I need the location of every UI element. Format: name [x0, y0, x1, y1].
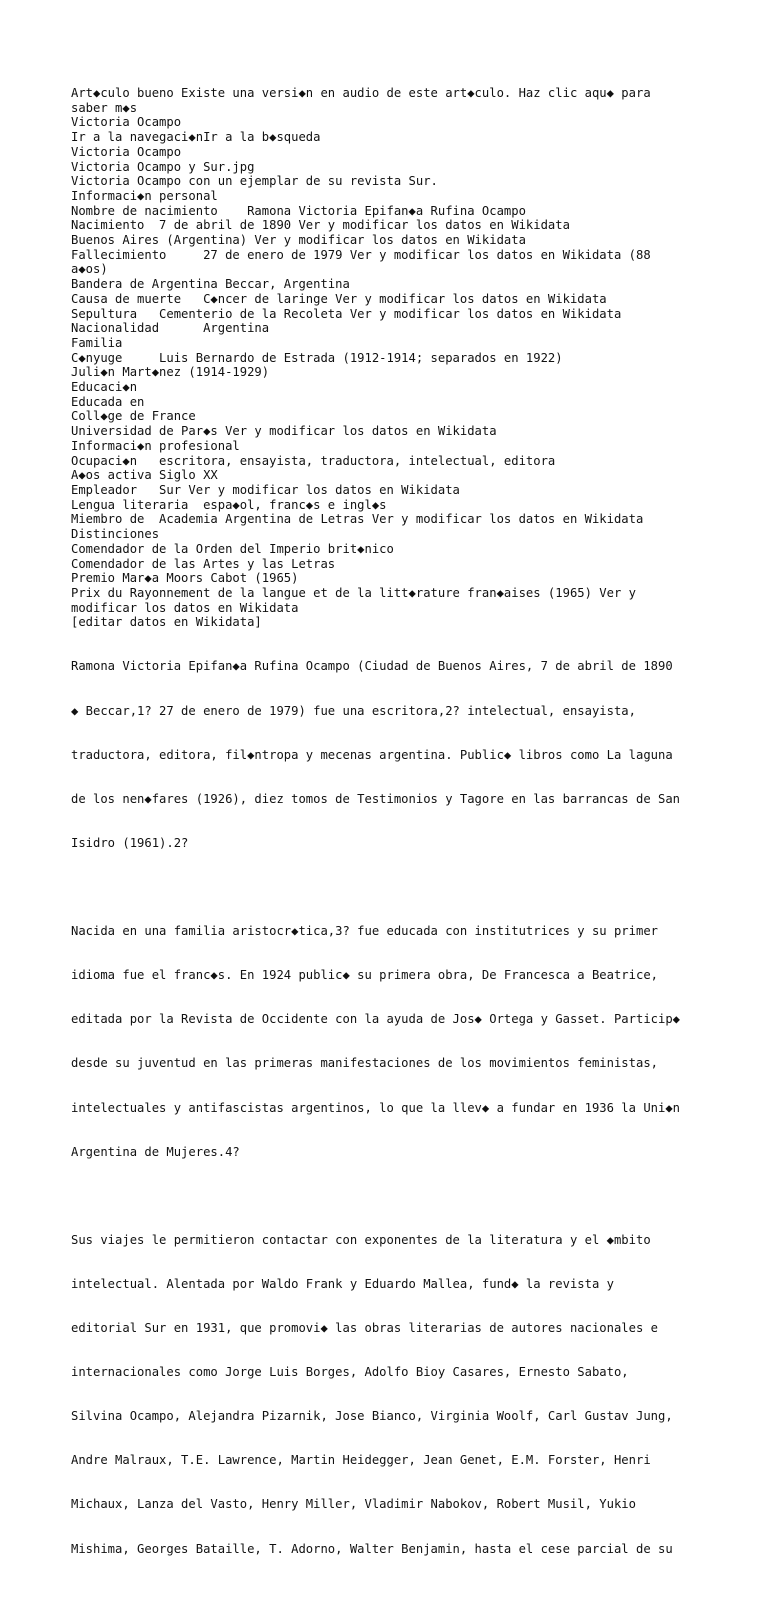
article-title: Victoria Ocampo: [71, 115, 182, 130]
skip-links: Ir a la navegaci◆nIr a la b◆squeda: [71, 130, 321, 145]
infobox-section-awards: Distinciones: [71, 527, 160, 542]
infobox-row-burial: Sepultura Cementerio de la Recoleta Ver y modificar los datos en Wikidata: [71, 306, 622, 321]
paragraph-line: Silvina Ocampo, Alejandra Pizarnik, Jose Bianco, Virginia Woolf, Carl Gustav Jung,: [71, 1409, 673, 1424]
paragraph-line: desde su juventud en las primeras manifestaciones de los movimientos feministas,: [71, 1056, 658, 1071]
paragraph-line: Mishima, Georges Bataille, T. Adorno, Walter Benjamin, hasta el cese parcial de su: [71, 1541, 673, 1556]
infobox-row-spouse: C◆nyuge Luis Bernardo de Estrada (1912-1914; separados en 1922): [71, 350, 563, 365]
body-paragraph-1: [71, 630, 711, 880]
infobox-row-birth-place: Buenos Aires (Argentina) Ver y modificar los datos en Wikidata: [71, 233, 526, 248]
infobox-section-professional: Informaci◆n profesional: [71, 438, 240, 453]
infobox-award-4: Prix du Rayonnement de la langue et de la litt◆rature fran◆aises (1965) Ver y: [71, 585, 636, 600]
infobox-row-spouse-cont: Juli◆n Mart◆nez (1914-1929): [71, 365, 270, 380]
paragraph-line: traductora, editora, fil◆ntropa y mecenas argentina. Public◆ libros como La laguna: [71, 747, 673, 762]
body-paragraph-2: [71, 895, 711, 1189]
infobox-award-3: Premio Mar◆a Moors Cabot (1965): [71, 571, 299, 586]
paragraph-line: editorial Sur en 1931, que promovi◆ las obras literarias de autores nacionales e: [71, 1321, 658, 1336]
paragraph-line: Argentina de Mujeres.4?: [71, 1144, 240, 1159]
paragraph-line: Ramona Victoria Epifan◆a Rufina Ocampo (Ciudad de Buenos Aires, 7 de abril de 1890: [71, 659, 673, 674]
paragraph-line: Andre Malraux, T.E. Lawrence, Martin Heidegger, Jean Genet, E.M. Forster, Henri: [71, 1453, 651, 1468]
infobox-row-cause-of-death: Causa de muerte C◆ncer de laringe Ver y modificar los datos en Wikidata: [71, 291, 607, 306]
featured-article-notice: Art◆culo bueno Existe una versi◆n en audio de este art◆culo. Haz clic aqu◆ para: [71, 86, 651, 100]
infobox-row-employer: Empleador Sur Ver y modificar los datos en Wikidata: [71, 482, 460, 497]
infobox-row-member-of: Miembro de Academia Argentina de Letras Ver y modificar los datos en Wikidata: [71, 512, 644, 527]
infobox-row-birth: Nacimiento 7 de abril de 1890 Ver y modificar los datos en Wikidata: [71, 218, 570, 233]
infobox-image-caption: Victoria Ocampo con un ejemplar de su revista Sur.: [71, 174, 438, 189]
infobox-row-literary-language: Lengua literaria espa◆ol, franc◆s e ingl◆s: [71, 497, 387, 512]
infobox-title: Victoria Ocampo: [71, 144, 182, 159]
infobox-award-1: Comendador de la Orden del Imperio brit◆nico: [71, 541, 394, 556]
infobox-row-death-place: Bandera de Argentina Beccar, Argentina: [71, 277, 350, 292]
paragraph-line: intelectuales y antifascistas argentinos, lo que la llev◆ a fundar en 1936 la Uni◆n: [71, 1100, 681, 1115]
edit-wikidata-link[interactable]: [editar datos en Wikidata]: [71, 615, 262, 630]
paragraph-line: de los nen◆fares (1926), diez tomos de Testimonios y Tagore en las barrancas de San: [71, 791, 681, 806]
paragraph-line: intelectual. Alentada por Waldo Frank y Eduardo Mallea, fund◆ la revista y: [71, 1276, 614, 1291]
infobox-row-occupation: Ocupaci◆n escritora, ensayista, traductora, intelectual, editora: [71, 453, 556, 468]
infobox-row-death: Fallecimiento 27 de enero de 1979 Ver y modificar los datos en Wikidata (88: [71, 247, 651, 262]
infobox-row-birth-name: Nombre de nacimiento Ramona Victoria Epifan◆a Rufina Ocampo: [71, 203, 526, 218]
infobox-section-personal: Informaci◆n personal: [71, 188, 218, 203]
paragraph-line: ◆ Beccar,1? 27 de enero de 1979) fue una escritora,2? intelectual, ensayista,: [71, 703, 636, 718]
infobox-row-educated-at: Educada en: [71, 394, 145, 409]
paragraph-line: editada por la Revista de Occidente con la ayuda de Jos◆ Ortega y Gasset. Particip◆: [71, 1012, 681, 1027]
infobox-section-education: Educaci◆n: [71, 380, 138, 395]
document-page: [71, 86, 711, 1600]
infobox-block: [71, 86, 711, 630]
paragraph-line: internacionales como Jorge Luis Borges, Adolfo Bioy Casares, Ernesto Sabato,: [71, 1365, 629, 1380]
infobox-award-4-cont: modificar los datos en Wikidata: [71, 600, 299, 615]
infobox-award-2: Comendador de las Artes y las Letras: [71, 556, 336, 571]
body-paragraph-3: [71, 1203, 711, 1585]
infobox-section-family: Familia: [71, 335, 123, 350]
featured-article-notice-cont: saber m◆s: [71, 100, 138, 115]
paragraph-line: Nacida en una familia aristocr◆tica,3? fue educada con institutrices y su primer: [71, 924, 658, 939]
infobox-row-years-active: A◆os activa Siglo XX: [71, 468, 218, 483]
paragraph-line: Isidro (1961).2?: [71, 835, 189, 850]
paragraph-line: Sus viajes le permitieron contactar con exponentes de la literatura y el ◆mbito: [71, 1232, 651, 1247]
infobox-row-death-cont: a◆os): [71, 262, 108, 277]
infobox-row-education-2: Universidad de Par◆s Ver y modificar los datos en Wikidata: [71, 424, 497, 439]
paragraph-line: idioma fue el franc◆s. En 1924 public◆ su primera obra, De Francesca a Beatrice,: [71, 968, 658, 983]
infobox-row-education-1: Coll◆ge de France: [71, 409, 196, 424]
infobox-image-name: Victoria Ocampo y Sur.jpg: [71, 159, 255, 174]
paragraph-line: Michaux, Lanza del Vasto, Henry Miller, Vladimir Nabokov, Robert Musil, Yukio: [71, 1497, 636, 1512]
infobox-row-nationality: Nacionalidad Argentina: [71, 321, 270, 336]
